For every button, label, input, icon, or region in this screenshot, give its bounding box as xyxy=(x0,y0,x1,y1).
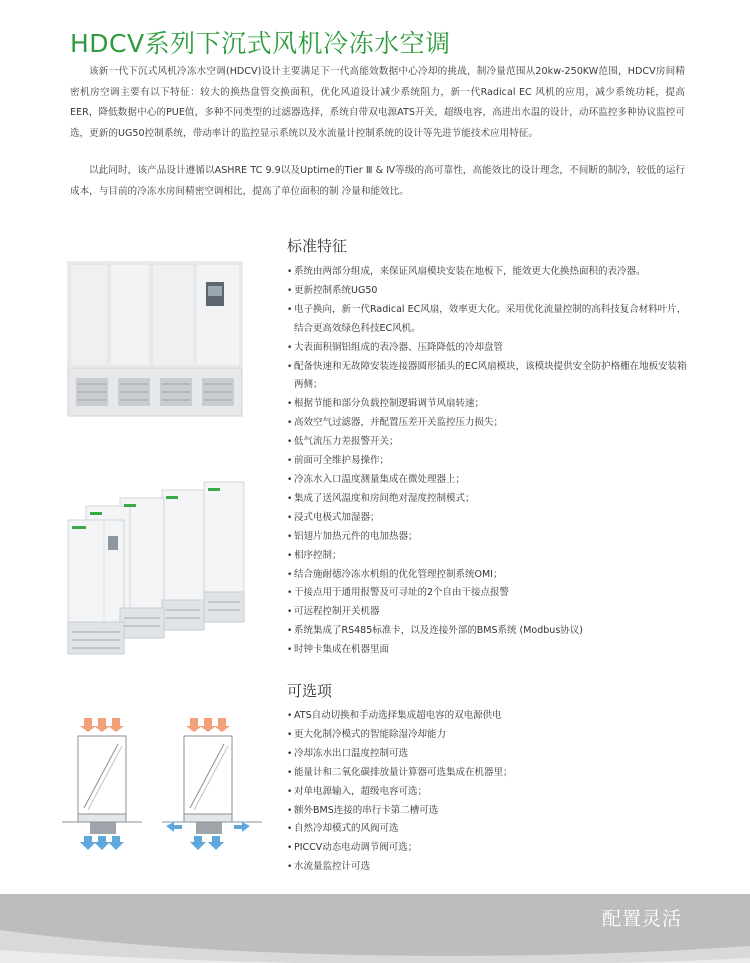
optional-feature-item: • 更大化制冷模式的智能除湿冷却能力 xyxy=(287,726,687,745)
product-image-single-unit xyxy=(66,260,244,418)
intro-paragraph-1: 该新一代下沉式风机冷冻水空调(HDCV)设计主要满足下一代高能效数据中心冷却的挑战，制冷量范围从20kw-250KW范围，HDCV房间精密机房空调主要有以下特征：较大的换热盘管交换面积，优化风道设计减少系统阻力，新一代Radical EC 风机的应用，减少系统功耗，提高EER，降低数据中心的PUE值，多种不同类型的过滤器选择，系统自带双电源ATS开关，超级电容，高进出水温的设计，动环监控多种协议监控可选，更新的UG50控制系统，带动率计的监控显示系统以及水流量计控制系统的设计等先进节能技术应用特征。 xyxy=(70,66,685,139)
optional-feature-item: • PICCV动态电动调节阀可选； xyxy=(287,839,687,858)
standard-feature-item: • 集成了送风温度和房间绝对湿度控制模式； xyxy=(287,490,687,509)
standard-feature-item: • 根据节能和部分负载控制逻辑调节风扇转速； xyxy=(287,395,687,414)
optional-feature-item: • 自然冷却模式的风阀可选 xyxy=(287,820,687,839)
standard-feature-item: • 相序控制； xyxy=(287,547,687,566)
standard-feature-item: • 可远程控制开关机器 xyxy=(287,603,687,622)
standard-feature-item: • 浸式电极式加湿器； xyxy=(287,509,687,528)
standard-feature-item: • 系统集成了RS485标准卡，以及连接外部的BMS系统 (Modbus协议) xyxy=(287,622,687,641)
intro-paragraph-2: 以此同时，该产品设计遵循以ASHRE TC 9.9以及Uptime的Tier Ⅲ & Ⅳ等级的高可靠性，高能效比的设计理念，不间断的制冷，较低的运行成本，与目前的冷冻水房间精密空调相比，提高了单位面积的制 冷量和能效比。 xyxy=(70,165,685,197)
standard-feature-item: • 系统由两部分组成，来保证风扇模块安装在地板下，能效更大化换热面积的表冷器。 xyxy=(287,263,687,282)
optional-feature-item: • 能量计和二氧化碳排放量计算器可选集成在机器里； xyxy=(287,764,687,783)
standard-features-list xyxy=(287,263,687,660)
standard-feature-item: • 冷冻水入口温度测量集成在微处理器上； xyxy=(287,471,687,490)
standard-feature-item: • 干接点用于通用报警及可寻址的2个自由干接点报警 xyxy=(287,584,687,603)
standard-feature-item: • 结合施耐德冷冻水机组的优化管理控制系统OMI； xyxy=(287,566,687,585)
page-title: HDCV系列下沉式风机冷冻水空调 xyxy=(70,29,451,58)
optional-feature-item: • 对单电源输入，超级电容可选； xyxy=(287,783,687,802)
standard-feature-item: • 大表面积铜铝组成的表冷器、压降降低的冷却盘管 xyxy=(287,339,687,358)
standard-feature-item: • 高效空气过滤器，并配置压差开关监控压力损失； xyxy=(287,414,687,433)
optional-feature-item: • 水流量监控计可选 xyxy=(287,858,687,877)
standard-feature-item: • 低气流压力差报警开关； xyxy=(287,433,687,452)
standard-feature-item: • 铝翅片加热元件的电加热器； xyxy=(287,528,687,547)
standard-feature-item: • 时钟卡集成在机器里面 xyxy=(287,641,687,660)
standard-features-heading: 标准特征 xyxy=(287,237,348,255)
optional-feature-item: • 冷却冻水出口温度控制可选 xyxy=(287,745,687,764)
standard-feature-item: • 更新控制系统UG50 xyxy=(287,282,687,301)
optional-features-list xyxy=(287,707,687,877)
standard-feature-item: • 前面可全维护易操作； xyxy=(287,452,687,471)
optional-feature-item: • 额外BMS连接的串行卡第二槽可选 xyxy=(287,802,687,821)
airflow-diagram xyxy=(62,718,262,854)
product-image-unit-lineup xyxy=(62,480,248,656)
standard-feature-item: • 配备快速和无故障安装连接器圆形插头的EC风扇模块，该模块提供安全防护格栅在地板安装箱两侧； xyxy=(287,358,687,396)
optional-feature-item: • ATS自动切换和手动选择集成超电容的双电源供电 xyxy=(287,707,687,726)
optional-features-heading: 可选项 xyxy=(287,682,333,700)
standard-feature-item: • 电子换向，新一代Radical EC风扇，效率更大化。采用优化流量控制的高科技复合材料叶片，结合更高效绿色科技EC风机。 xyxy=(287,301,687,339)
footer-label: 配置灵活 xyxy=(601,908,682,930)
